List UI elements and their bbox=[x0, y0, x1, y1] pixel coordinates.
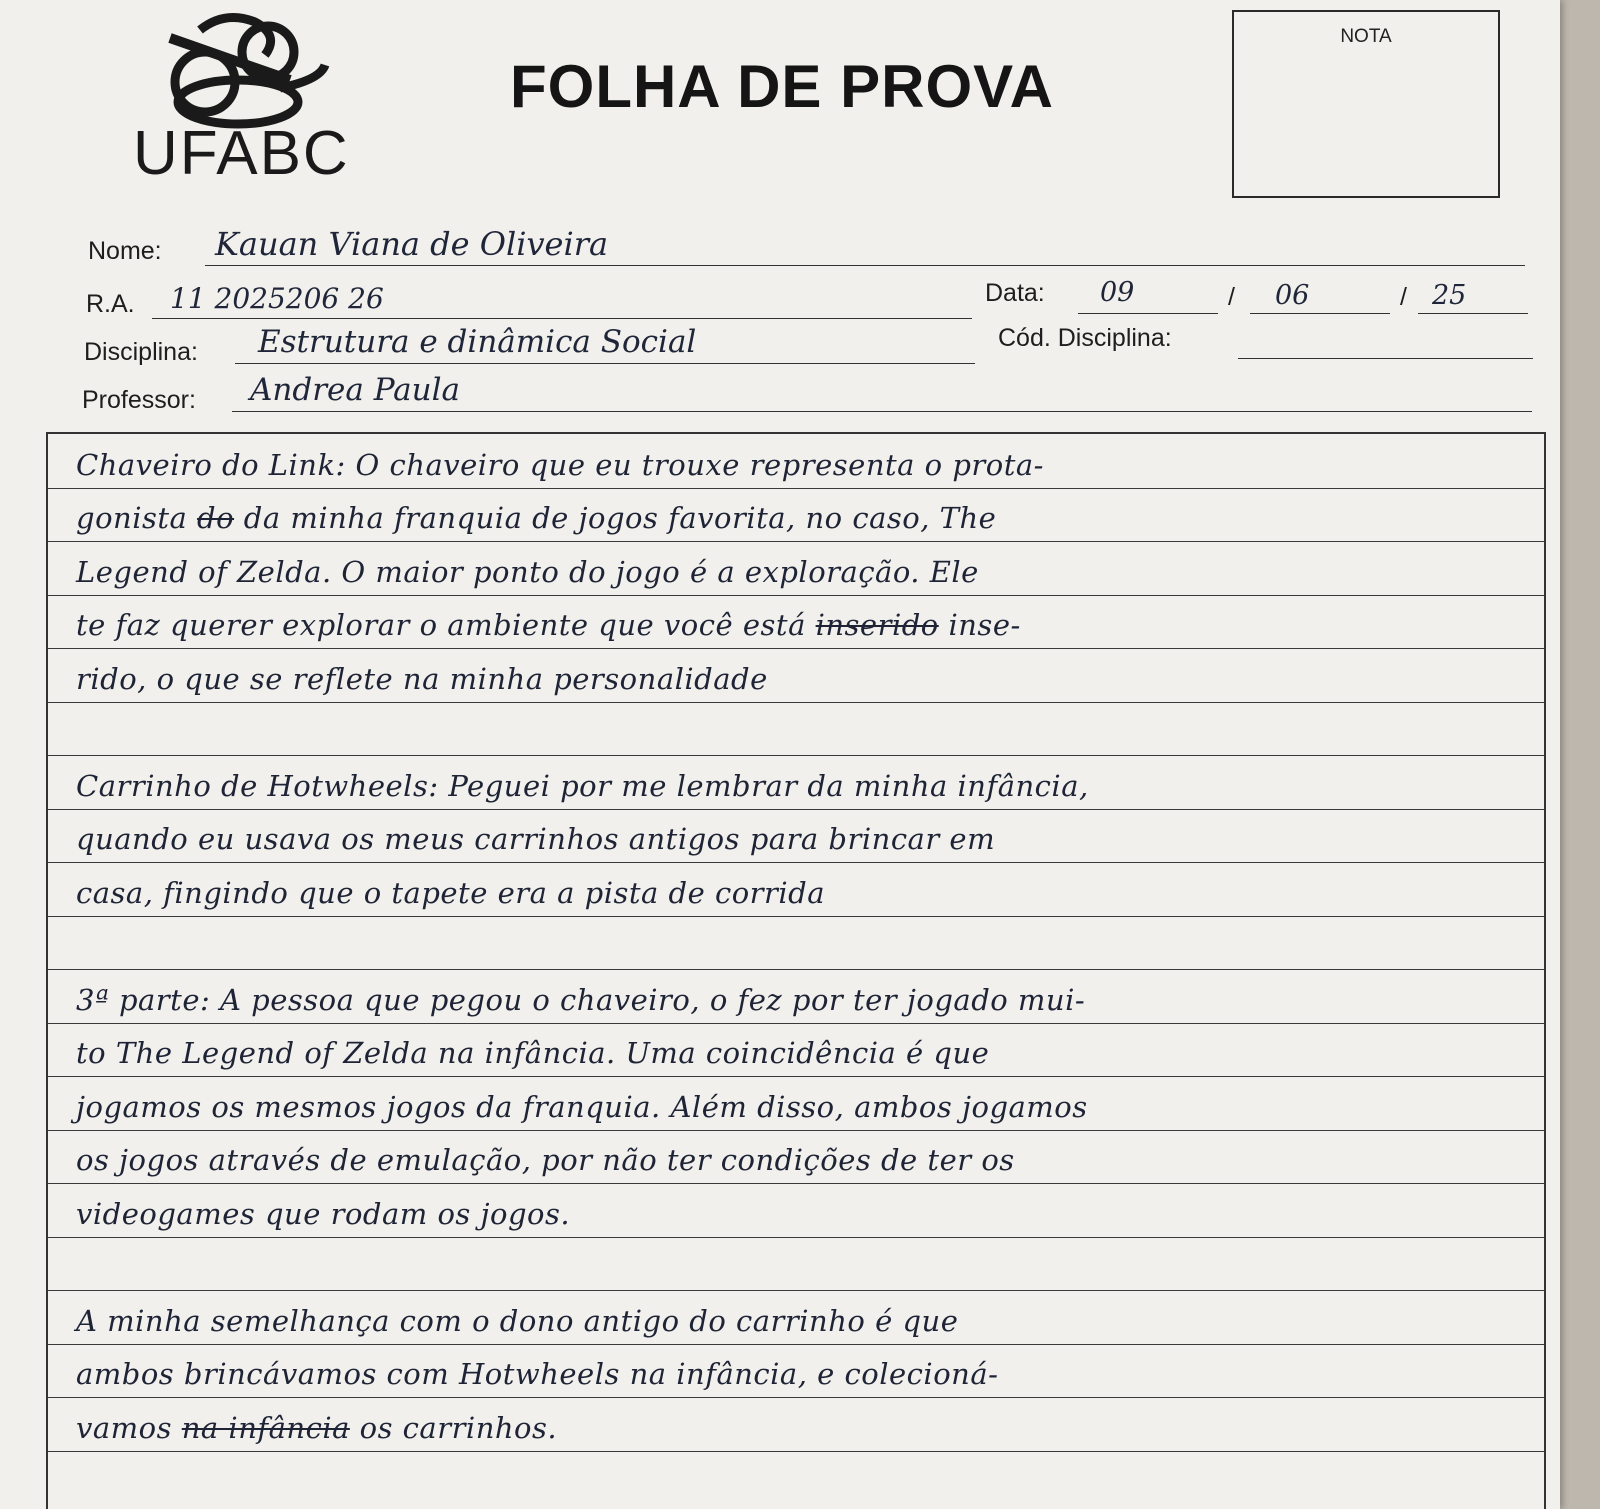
answer-line: videogames que rodam os jogos. bbox=[76, 1196, 571, 1231]
answer-rule bbox=[48, 809, 1544, 810]
answer-rule bbox=[48, 488, 1544, 489]
answer-line: os jogos através de emulação, por não ter condições de ter os bbox=[76, 1143, 1015, 1177]
date-sep-1: / bbox=[1228, 283, 1235, 311]
data-year-line bbox=[1418, 313, 1528, 314]
data-year[interactable]: 25 bbox=[1432, 280, 1467, 311]
answer-rule bbox=[48, 1076, 1544, 1077]
answer-rule bbox=[48, 862, 1544, 863]
disciplina-line bbox=[235, 363, 975, 364]
data-month-line bbox=[1250, 313, 1390, 314]
ra-value[interactable]: 11 2025206 26 bbox=[170, 282, 384, 315]
answer-line: to The Legend of Zelda na infância. Uma coincidência é que bbox=[76, 1036, 990, 1070]
answer-rule bbox=[48, 1023, 1544, 1024]
answer-rule bbox=[48, 1183, 1544, 1184]
data-day-line bbox=[1078, 313, 1218, 314]
data-day[interactable]: 09 bbox=[1100, 277, 1135, 308]
answer-line: A minha semelhança com o dono antigo do carrinho é que bbox=[76, 1303, 959, 1338]
date-sep-2: / bbox=[1400, 283, 1407, 311]
answer-rule bbox=[48, 1130, 1544, 1131]
nome-line bbox=[205, 265, 1525, 266]
answer-rule bbox=[48, 1451, 1544, 1452]
disciplina-value[interactable]: Estrutura e dinâmica Social bbox=[258, 324, 697, 360]
answer-line: 3ª parte: A pessoa que pegou o chaveiro, o fez por ter jogado mui- bbox=[76, 982, 1086, 1017]
ra-line bbox=[152, 318, 972, 319]
disciplina-label: Disciplina: bbox=[84, 338, 198, 366]
data-label: Data: bbox=[985, 279, 1045, 307]
answer-rule bbox=[48, 1397, 1544, 1398]
answer-rule bbox=[48, 541, 1544, 542]
professor-label: Professor: bbox=[82, 386, 196, 414]
cod-disciplina-line bbox=[1238, 358, 1533, 359]
answer-area[interactable] bbox=[46, 432, 1546, 1509]
answer-rule bbox=[48, 1237, 1544, 1238]
answer-line: Legend of Zelda. O maior ponto do jogo é a exploração. Ele bbox=[76, 554, 979, 589]
answer-rule bbox=[48, 1290, 1544, 1291]
answer-line: gonista do da minha franquia de jogos favorita, no caso, The bbox=[76, 501, 997, 535]
answer-line: ambos brincávamos com Hotwheels na infância, e colecioná- bbox=[76, 1357, 999, 1391]
answer-rule bbox=[48, 916, 1544, 917]
grade-box bbox=[1232, 10, 1500, 198]
page-title: FOLHA DE PROVA bbox=[510, 53, 1055, 120]
nome-label: Nome: bbox=[88, 237, 162, 265]
struck-text: na infância bbox=[181, 1410, 350, 1445]
grade-label: NOTA bbox=[1340, 26, 1392, 47]
answer-line: quando eu usava os meus carrinhos antigos para brincar em bbox=[76, 822, 996, 856]
answer-line: Chaveiro do Link: O chaveiro que eu trouxe representa o prota- bbox=[76, 447, 1044, 482]
answer-rule bbox=[48, 702, 1544, 703]
answer-line: rido, o que se reflete na minha personalidade bbox=[76, 661, 768, 696]
answer-rule bbox=[48, 755, 1544, 756]
answer-rule bbox=[48, 969, 1544, 970]
answer-line: vamos na infância os carrinhos. bbox=[76, 1410, 558, 1445]
answer-rule bbox=[48, 595, 1544, 596]
nome-value[interactable]: Kauan Viana de Oliveira bbox=[215, 225, 609, 263]
answer-rule bbox=[48, 648, 1544, 649]
answer-line: Carrinho de Hotwheels: Peguei por me lembrar da minha infância, bbox=[76, 768, 1089, 803]
ra-label: R.A. bbox=[86, 290, 135, 318]
data-month[interactable]: 06 bbox=[1275, 280, 1310, 311]
answer-line: te faz querer explorar o ambiente que você está inserido inse- bbox=[76, 608, 1021, 642]
struck-text: do bbox=[197, 501, 235, 535]
professor-line bbox=[232, 411, 1532, 412]
professor-value[interactable]: Andrea Paula bbox=[250, 372, 461, 408]
struck-text: inserido bbox=[815, 608, 939, 642]
answer-line: casa, fingindo que o tapete era a pista de corrida bbox=[76, 875, 826, 910]
answer-line: jogamos os mesmos jogos da franquia. Além disso, ambos jogamos bbox=[76, 1089, 1088, 1124]
cod-disciplina-label: Cód. Disciplina: bbox=[998, 324, 1172, 352]
answer-rule bbox=[48, 1344, 1544, 1345]
institution-name: UFABC bbox=[133, 119, 350, 188]
